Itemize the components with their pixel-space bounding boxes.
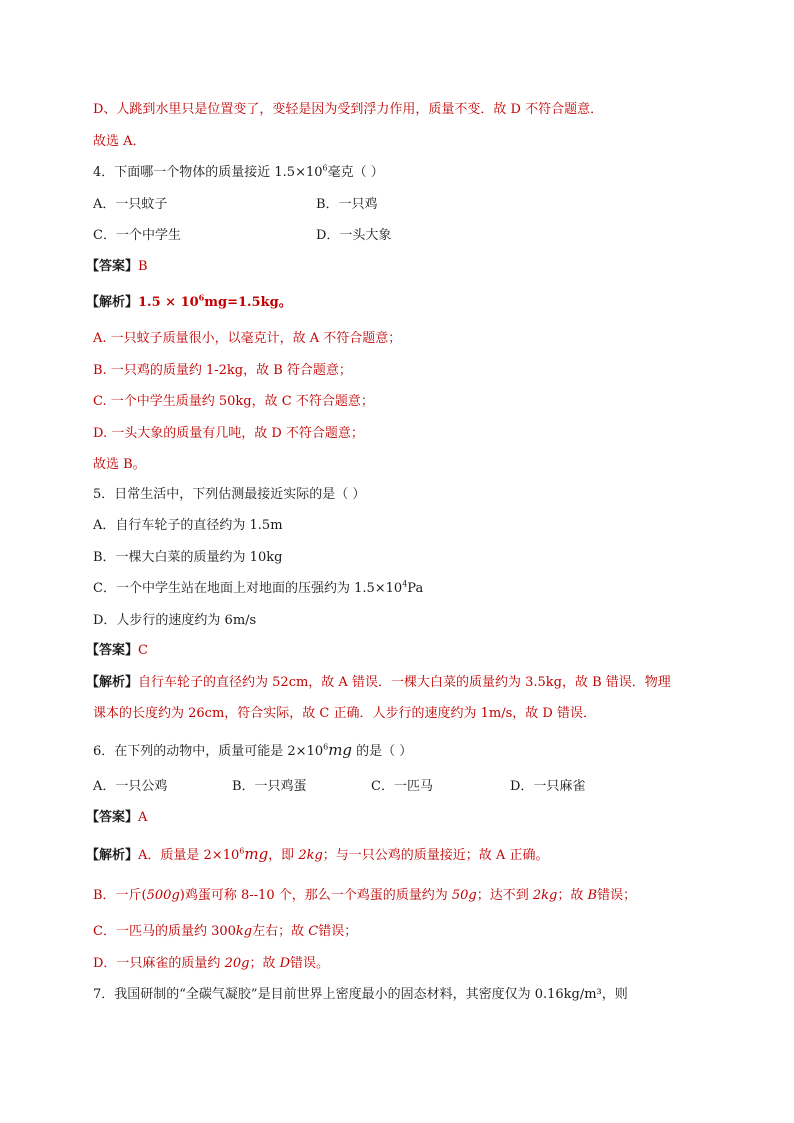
q4-option-a: A．一只蚊子 [93, 197, 168, 212]
q5-option-d: D．人步行的速度约为 6m/s [93, 613, 257, 628]
q6-option-a: A．一只公鸡 [93, 779, 168, 794]
q4-option-b: B．一只鸡 [316, 197, 378, 212]
q6-analysis-d: D．一只麻雀的质量约 20g；故 D错误。 [93, 956, 330, 971]
q6-option-b: B．一只鸡蛋 [232, 779, 307, 794]
q6-options [93, 778, 585, 796]
q4-options-row-2 [93, 227, 391, 245]
q4-analysis-c: C. 一个中学生质量约 50kg，故 C 不符合题意； [93, 394, 374, 409]
q4-analysis-d: D. 一头大象的质量有几吨，故 D 不符合题意； [93, 426, 364, 441]
q4-option-d: D．一头大象 [316, 228, 392, 243]
q6-option-c: C．一匹马 [371, 779, 433, 794]
q7-stem: 7．我国研制的“全碳气凝胶”是目前世界上密度最小的固态材料，其密度仅为 0.16kg/m³，则 [93, 987, 628, 1002]
q4-analysis-a: A. 一只蚊子质量很小，以毫克计，故 A 不符合题意； [93, 331, 402, 346]
q4-select: 故选 B。 [93, 457, 146, 472]
q6-answer: 【答案】A [86, 810, 148, 825]
q6-analysis-a: 【解析】A．质量是 $2\times 10^6mg$，即 2kg；与一只公鸡的质量接近；故 A 正确。 [86, 845, 549, 863]
q5-analysis-1: 【解析】自行车轮子的直径约为 52cm，故 A 错误．一棵大白菜的质量约为 3.5kg，故 B 错误．物理 [86, 675, 671, 690]
q4-analysis: 【解析】$1.5 \times 10^6mg=1.5kg$。 [86, 292, 292, 310]
q6-analysis-b: B．一斤(500g)鸡蛋可称 8--10 个，那么一个鸡蛋的质量约为 50g；达不到 2kg；故 B错误； [93, 888, 637, 903]
q5-option-a: A．自行车轮子的直径约为 1.5m [93, 518, 283, 533]
q6-stem: 6．在下列的动物中，质量可能是 $2\times 10^6mg$ 的是（ ） [93, 741, 413, 759]
q4-stem: 4．下面哪一个物体的质量接近 $1.5\times 10^6$毫克（ ） [93, 163, 384, 180]
q6-option-d: D．一只麻雀 [510, 779, 586, 794]
q3-select: 故选 A． [93, 134, 146, 149]
q5-stem: 5．日常生活中，下列估测最接近实际的是（ ） [93, 487, 366, 502]
q4-answer: 【答案】B [86, 259, 148, 274]
q5-option-b: B．一棵大白菜的质量约为 10kg [93, 550, 283, 565]
q5-option-c: C．一个中学生站在地面上对地面的压强约为 $1.5\times 10^4Pa$ [93, 579, 424, 596]
q6-analysis-c: C．一匹马的质量约 300kg左右；故 C错误； [93, 924, 358, 939]
q5-answer: 【答案】C [86, 643, 148, 658]
q4-analysis-b: B. 一只鸡的质量约 1-2kg，故 B 符合题意； [93, 363, 352, 378]
q4-options-row-1 [93, 196, 378, 214]
q3-analysis-d: D、人跳到水里只是位置变了，变轻是因为受到浮力作用，质量不变．故 D 不符合题意． [93, 102, 604, 117]
q5-analysis-2: 课本的长度约为 26cm，符合实际，故 C 正确．人步行的速度约为 1m/s，故 D 错误． [93, 706, 596, 721]
q4-option-c: C．一个中学生 [93, 228, 181, 243]
